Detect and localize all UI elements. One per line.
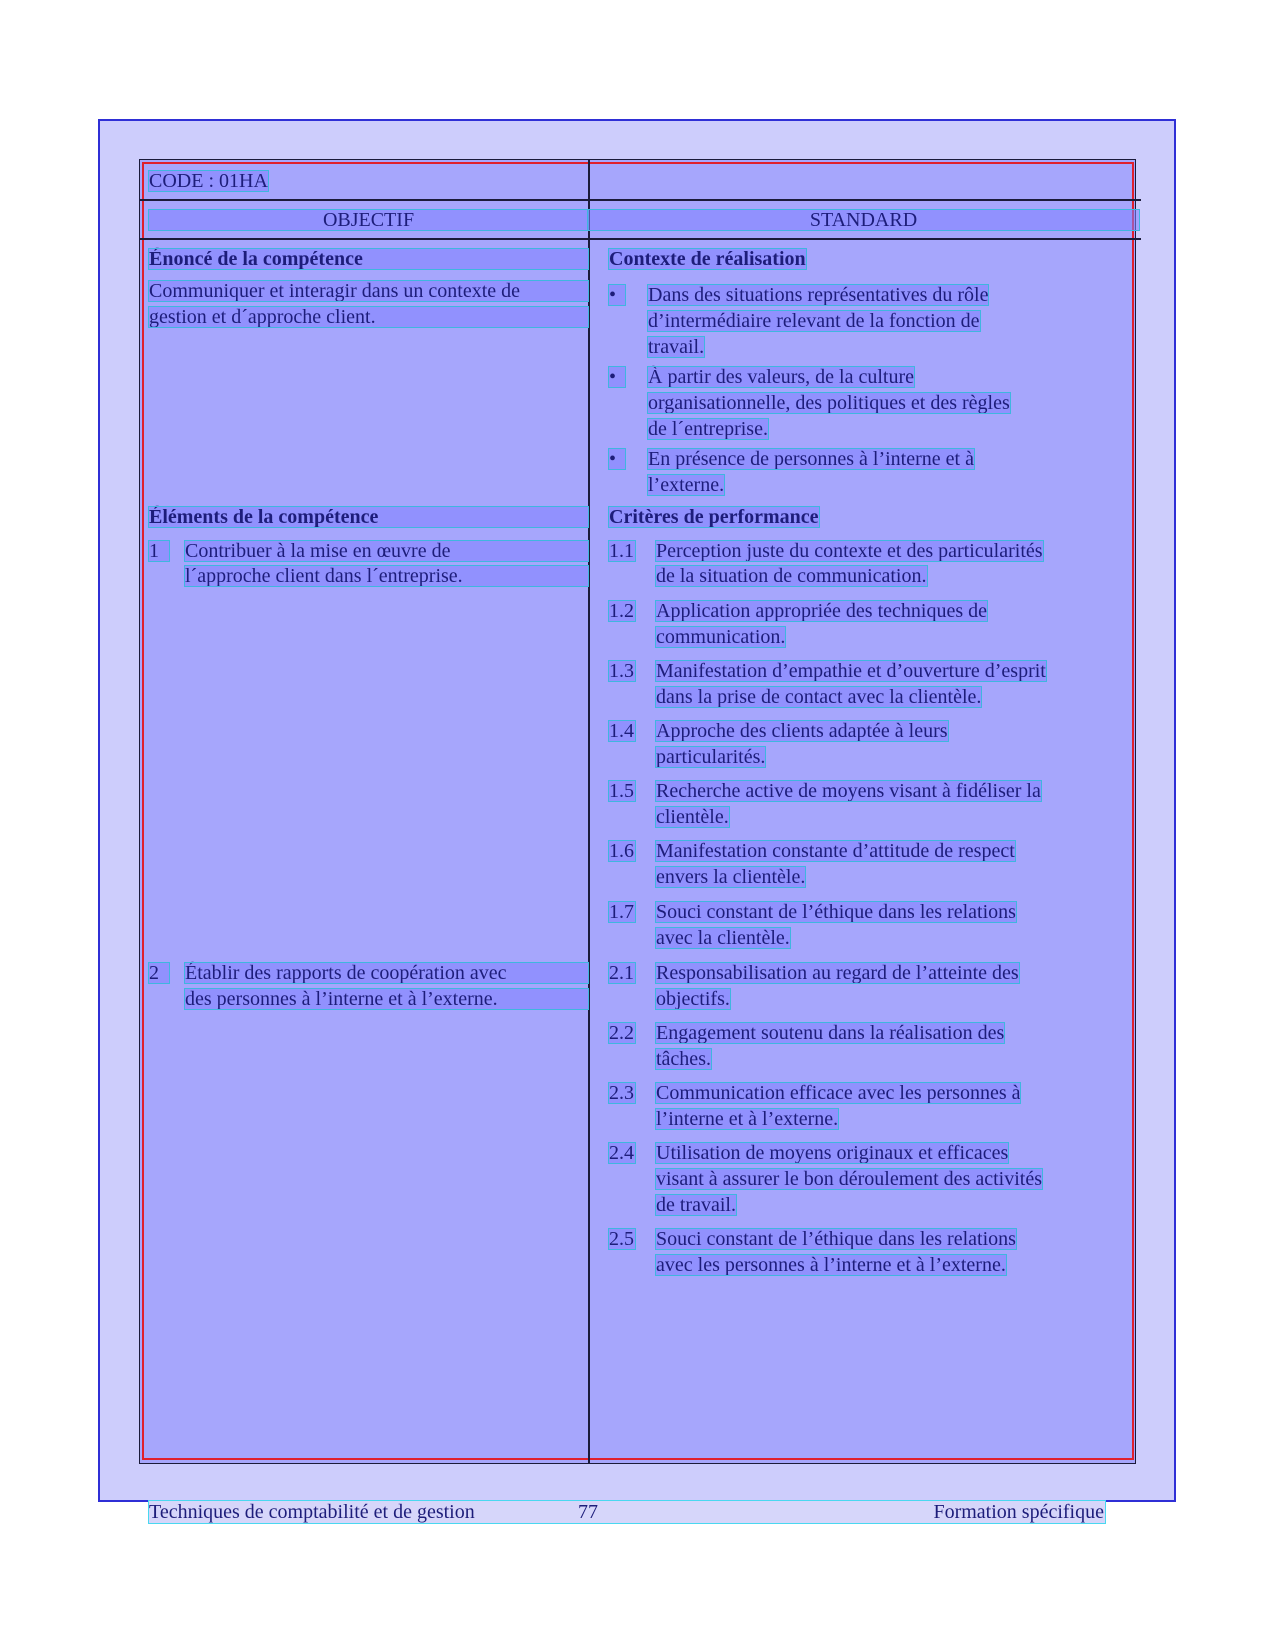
element-line: Établir des rapports de coopération avec <box>185 963 588 983</box>
column-divider <box>588 159 590 1464</box>
critere-line: clientèle. <box>656 806 729 828</box>
critere-line: Manifestation constante d’attitude de respect <box>656 840 1015 862</box>
critere-line: avec les personnes à l’interne et à l’externe. <box>656 1254 1006 1276</box>
critere-line: Souci constant de l’éthique dans les relations <box>656 1228 1016 1250</box>
contexte-line: de l´entreprise. <box>648 418 768 440</box>
critere-line: communication. <box>656 626 786 648</box>
element-number: 2 <box>149 963 169 983</box>
contexte-title: Contexte de réalisation <box>609 248 806 270</box>
code-label: CODE : 01HA <box>149 170 268 192</box>
critere-line: Responsabilisation au regard de l’atteinte des <box>656 962 1019 984</box>
critere-line: de travail. <box>656 1194 736 1216</box>
critere-line: l’interne et à l’externe. <box>656 1108 839 1130</box>
critere-line: Approche des clients adaptée à leurs <box>656 720 948 742</box>
critere-number: 1.5 <box>609 780 634 802</box>
enonce-line: gestion et d´approche client. <box>149 307 588 327</box>
critere-line: Recherche active de moyens visant à fidéliser la <box>656 780 1041 802</box>
critere-number: 1.2 <box>609 600 634 622</box>
footer-section: Formation spécifique <box>933 1501 1104 1523</box>
row-divider <box>139 238 1141 240</box>
critere-line: Engagement soutenu dans la réalisation des <box>656 1022 1005 1044</box>
critere-line: avec la clientèle. <box>656 927 790 949</box>
critere-line: objectifs. <box>656 988 730 1010</box>
critere-line: Manifestation d’empathie et d’ouverture d’esprit <box>656 660 1046 682</box>
critere-number: 2.3 <box>609 1082 634 1104</box>
critere-number: 2.5 <box>609 1228 634 1250</box>
element-number: 1 <box>149 541 169 561</box>
contexte-line: l’externe. <box>648 474 725 496</box>
element-line: des personnes à l’interne et à l’externe. <box>185 989 588 1009</box>
row-divider <box>139 199 1141 201</box>
critere-number: 2.1 <box>609 962 634 984</box>
critere-number: 1.6 <box>609 840 634 862</box>
critere-line: tâches. <box>656 1048 711 1070</box>
footer-page-number: 77 <box>578 1501 598 1523</box>
critere-line: Perception juste du contexte et des particularités <box>656 540 1043 562</box>
critere-number: 2.4 <box>609 1142 634 1164</box>
standard-header: STANDARD <box>588 210 1139 230</box>
contexte-line: d’intermédiaire relevant de la fonction de <box>648 310 980 332</box>
critere-line: Souci constant de l’éthique dans les relations <box>656 901 1016 923</box>
critere-line: particularités. <box>656 746 766 768</box>
critere-line: dans la prise de contact avec la clientèle. <box>656 686 982 708</box>
footer-program: Techniques de comptabilité et de gestion <box>149 1501 475 1523</box>
critere-number: 1.3 <box>609 660 634 682</box>
contexte-line: À partir des valeurs, de la culture <box>648 366 915 388</box>
objectif-header: OBJECTIF <box>149 210 588 230</box>
element-line: Contribuer à la mise en œuvre de <box>185 541 588 561</box>
critere-line: de la situation de communication. <box>656 565 927 587</box>
critere-line: Application appropriée des techniques de <box>656 600 987 622</box>
critere-line: envers la clientèle. <box>656 866 806 888</box>
contexte-line: Dans des situations représentatives du rôle <box>648 284 989 306</box>
critere-line: Communication efficace avec les personnes à <box>656 1082 1021 1104</box>
critere-line: Utilisation de moyens originaux et efficaces <box>656 1142 1009 1164</box>
contexte-line: En présence de personnes à l’interne et à <box>648 448 974 470</box>
contexte-line: organisationnelle, des politiques et des règles <box>648 392 1010 414</box>
critere-line: visant à assurer le bon déroulement des activités <box>656 1168 1042 1190</box>
enonce-title: Énoncé de la compétence <box>149 249 588 269</box>
elements-title: Éléments de la compétence <box>149 507 588 527</box>
critere-number: 1.4 <box>609 720 634 742</box>
element-line: l´approche client dans l´entreprise. <box>185 566 588 586</box>
critere-number: 1.1 <box>609 540 634 562</box>
contexte-line: travail. <box>648 336 705 358</box>
bullet-icon: • <box>609 449 625 469</box>
bullet-icon: • <box>609 367 625 387</box>
bullet-icon: • <box>609 285 625 305</box>
enonce-line: Communiquer et interagir dans un contexte de <box>149 281 588 301</box>
criteres-title: Critères de performance <box>609 506 819 528</box>
critere-number: 2.2 <box>609 1022 634 1044</box>
critere-number: 1.7 <box>609 901 634 923</box>
